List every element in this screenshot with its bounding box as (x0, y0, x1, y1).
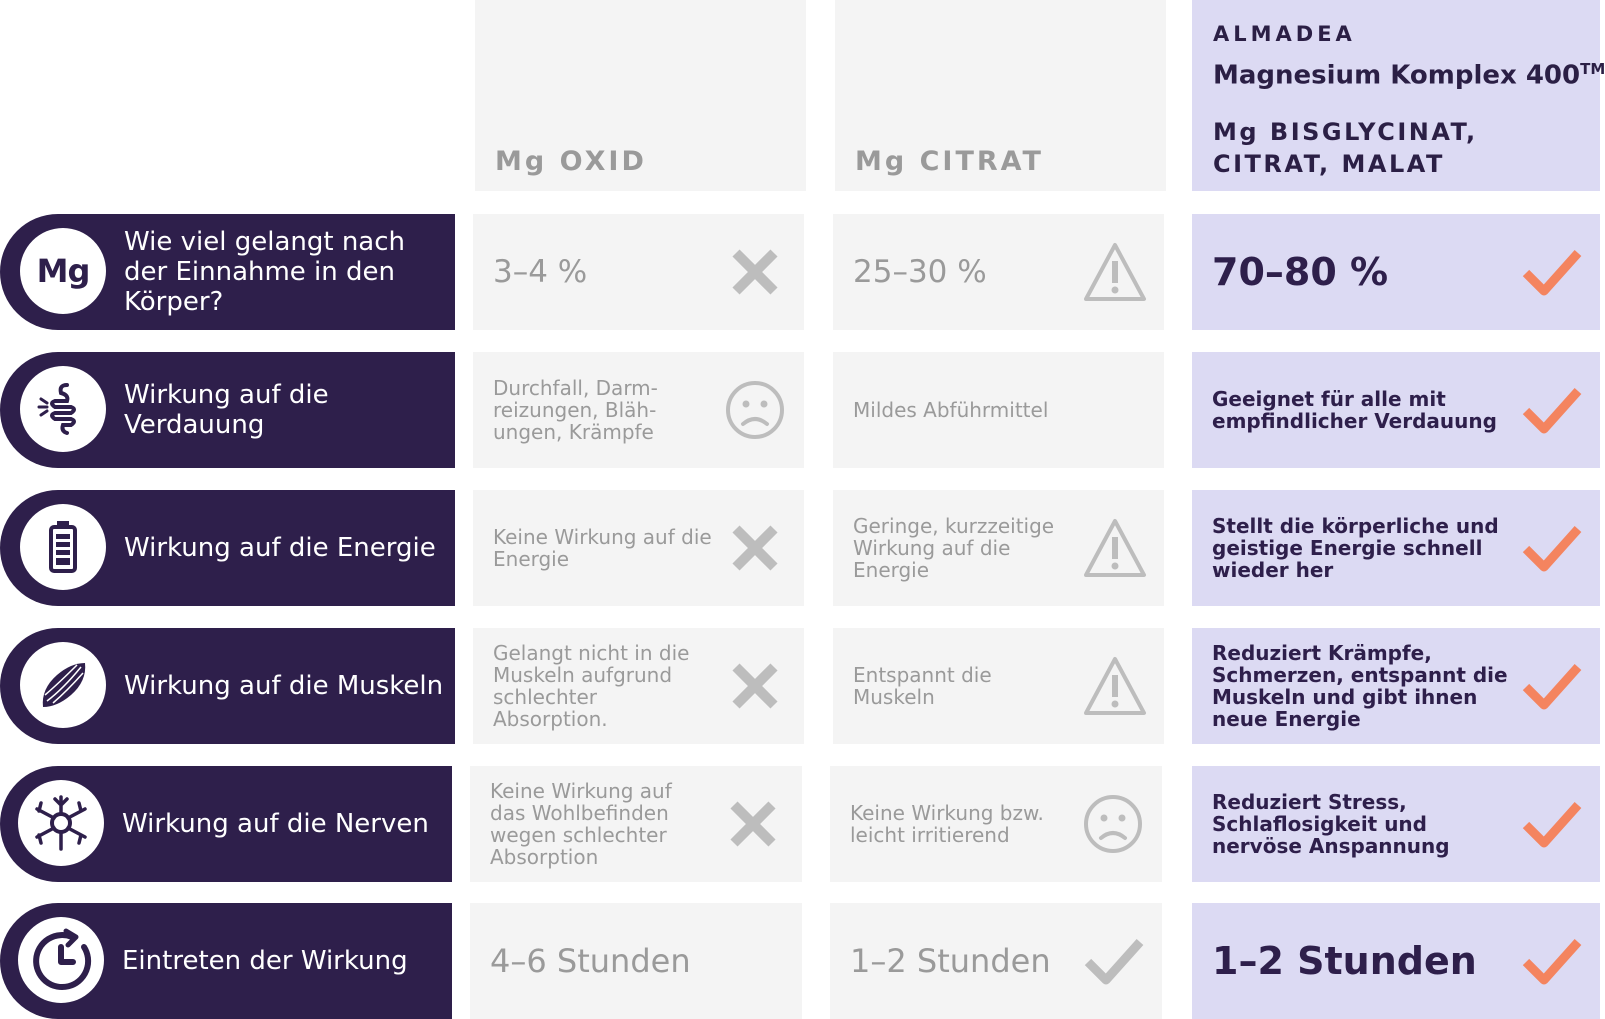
cell-brand-muscles (1192, 628, 1600, 744)
cell-text: 4–6 Stunden (490, 942, 691, 980)
cell-text: Reduziert Krämpfe, Schmerzen, entspannt die Muskeln und gibt ihnen neue Energie (1212, 641, 1508, 731)
row-label-text: Wirkung auf die Muskeln (124, 671, 444, 701)
column-header-oxid (475, 0, 806, 191)
cell-text: 3–4 % (493, 254, 588, 290)
sad-face-icon (722, 377, 788, 443)
cell-text: Stellt die körperliche und geistige Energie schnell wieder her (1212, 514, 1499, 582)
cell-text: Keine Wirkung bzw. leicht irritierend (850, 801, 1044, 847)
cell-brand-onset (1192, 903, 1600, 1019)
cell-text: Keine Wirkung auf das Wohlbefinden wegen schlechter Absorption (490, 779, 672, 869)
sad-face-icon (1080, 791, 1146, 857)
cell-citrat-onset (830, 903, 1162, 1019)
check-icon (1518, 515, 1584, 581)
neuron-icon (18, 780, 104, 866)
check-icon (1518, 377, 1584, 443)
row-label-text: Wirkung auf die Energie (124, 533, 436, 563)
cell-brand-energy (1192, 490, 1600, 606)
battery-icon (20, 504, 106, 590)
row-label-text: Wirkung auf die Nerven (122, 809, 429, 839)
product-forms (1213, 116, 1478, 180)
trademark: TM (1580, 60, 1605, 78)
row-label-text: Wie viel gelangt nach der Einnahme in den Körper? (124, 227, 405, 317)
cell-brand-nerves (1192, 766, 1600, 882)
warning-icon (1082, 515, 1148, 581)
cell-text: 70–80 % (1212, 250, 1389, 294)
cell-text: 1–2 Stunden (850, 942, 1051, 980)
cross-icon (720, 791, 786, 857)
cross-icon (722, 653, 788, 719)
cell-citrat-nerves (830, 766, 1162, 882)
cell-citrat-energy (833, 490, 1164, 606)
cell-text: Durchfall, Darm-reizungen, Bläh-ungen, Krämpfe (493, 376, 658, 444)
column-header-brand (1192, 0, 1605, 191)
cell-oxid-muscles (473, 628, 804, 744)
row-label-nerves (0, 766, 452, 882)
cell-citrat-absorption (833, 214, 1164, 330)
row-label-onset (0, 903, 452, 1019)
cell-text: Mildes Abführmittel (853, 398, 1049, 422)
clock-icon (18, 917, 104, 1003)
cell-text: 25–30 % (853, 254, 987, 290)
check-icon (1518, 791, 1584, 857)
warning-icon (1082, 653, 1148, 719)
cell-brand-absorption (1192, 214, 1600, 330)
forms-line-2: CITRAT, MALAT (1213, 150, 1445, 178)
cell-text: Reduziert Stress, Schlaflosigkeit und nervöse Anspannung (1212, 790, 1450, 858)
cell-text: 1–2 Stunden (1212, 939, 1477, 983)
brand-name: ALMADEA (1213, 22, 1356, 46)
cell-text: Entspannt die Muskeln (853, 663, 992, 709)
cell-oxid-energy (473, 490, 804, 606)
row-label-text: Eintreten der Wirkung (122, 946, 408, 976)
cell-text: Keine Wirkung auf die Energie (493, 525, 712, 571)
check-icon (1518, 928, 1584, 994)
row-label-absorption (0, 214, 455, 330)
cell-oxid-digestion (473, 352, 804, 468)
check-icon (1518, 239, 1584, 305)
product-name: Magnesium Komplex 400™ (1213, 60, 1605, 91)
mg-icon: Mg (20, 228, 106, 314)
row-label-digestion (0, 352, 455, 468)
cell-text: Geeignet für alle mit empfindlicher Verdauung (1212, 387, 1497, 433)
cross-icon (722, 515, 788, 581)
digestion-icon (20, 366, 106, 452)
cell-oxid-nerves (470, 766, 802, 882)
cell-citrat-muscles (833, 628, 1164, 744)
forms-line-1: Mg BISGLYCINAT, (1213, 118, 1478, 146)
warning-icon (1082, 239, 1148, 305)
row-label-muscles (0, 628, 455, 744)
column-header-citrat (835, 0, 1166, 191)
cell-text: Gelangt nicht in die Muskeln aufgrund schlechter Absorption. (493, 641, 690, 731)
cell-citrat-digestion (833, 352, 1164, 468)
cell-text: Geringe, kurzzeitige Wirkung auf die Energie (853, 514, 1055, 582)
cell-brand-digestion (1192, 352, 1600, 468)
cross-icon (722, 239, 788, 305)
row-label-energy (0, 490, 455, 606)
check-icon (1518, 653, 1584, 719)
column-title-citrat: Mg CITRAT (855, 146, 1044, 177)
cell-oxid-absorption (473, 214, 804, 330)
column-title-oxid: Mg OXID (495, 146, 647, 177)
cell-oxid-onset (470, 903, 802, 1019)
muscle-icon (20, 642, 106, 728)
check-icon (1080, 928, 1146, 994)
row-label-text: Wirkung auf die Verdauung (124, 380, 329, 440)
